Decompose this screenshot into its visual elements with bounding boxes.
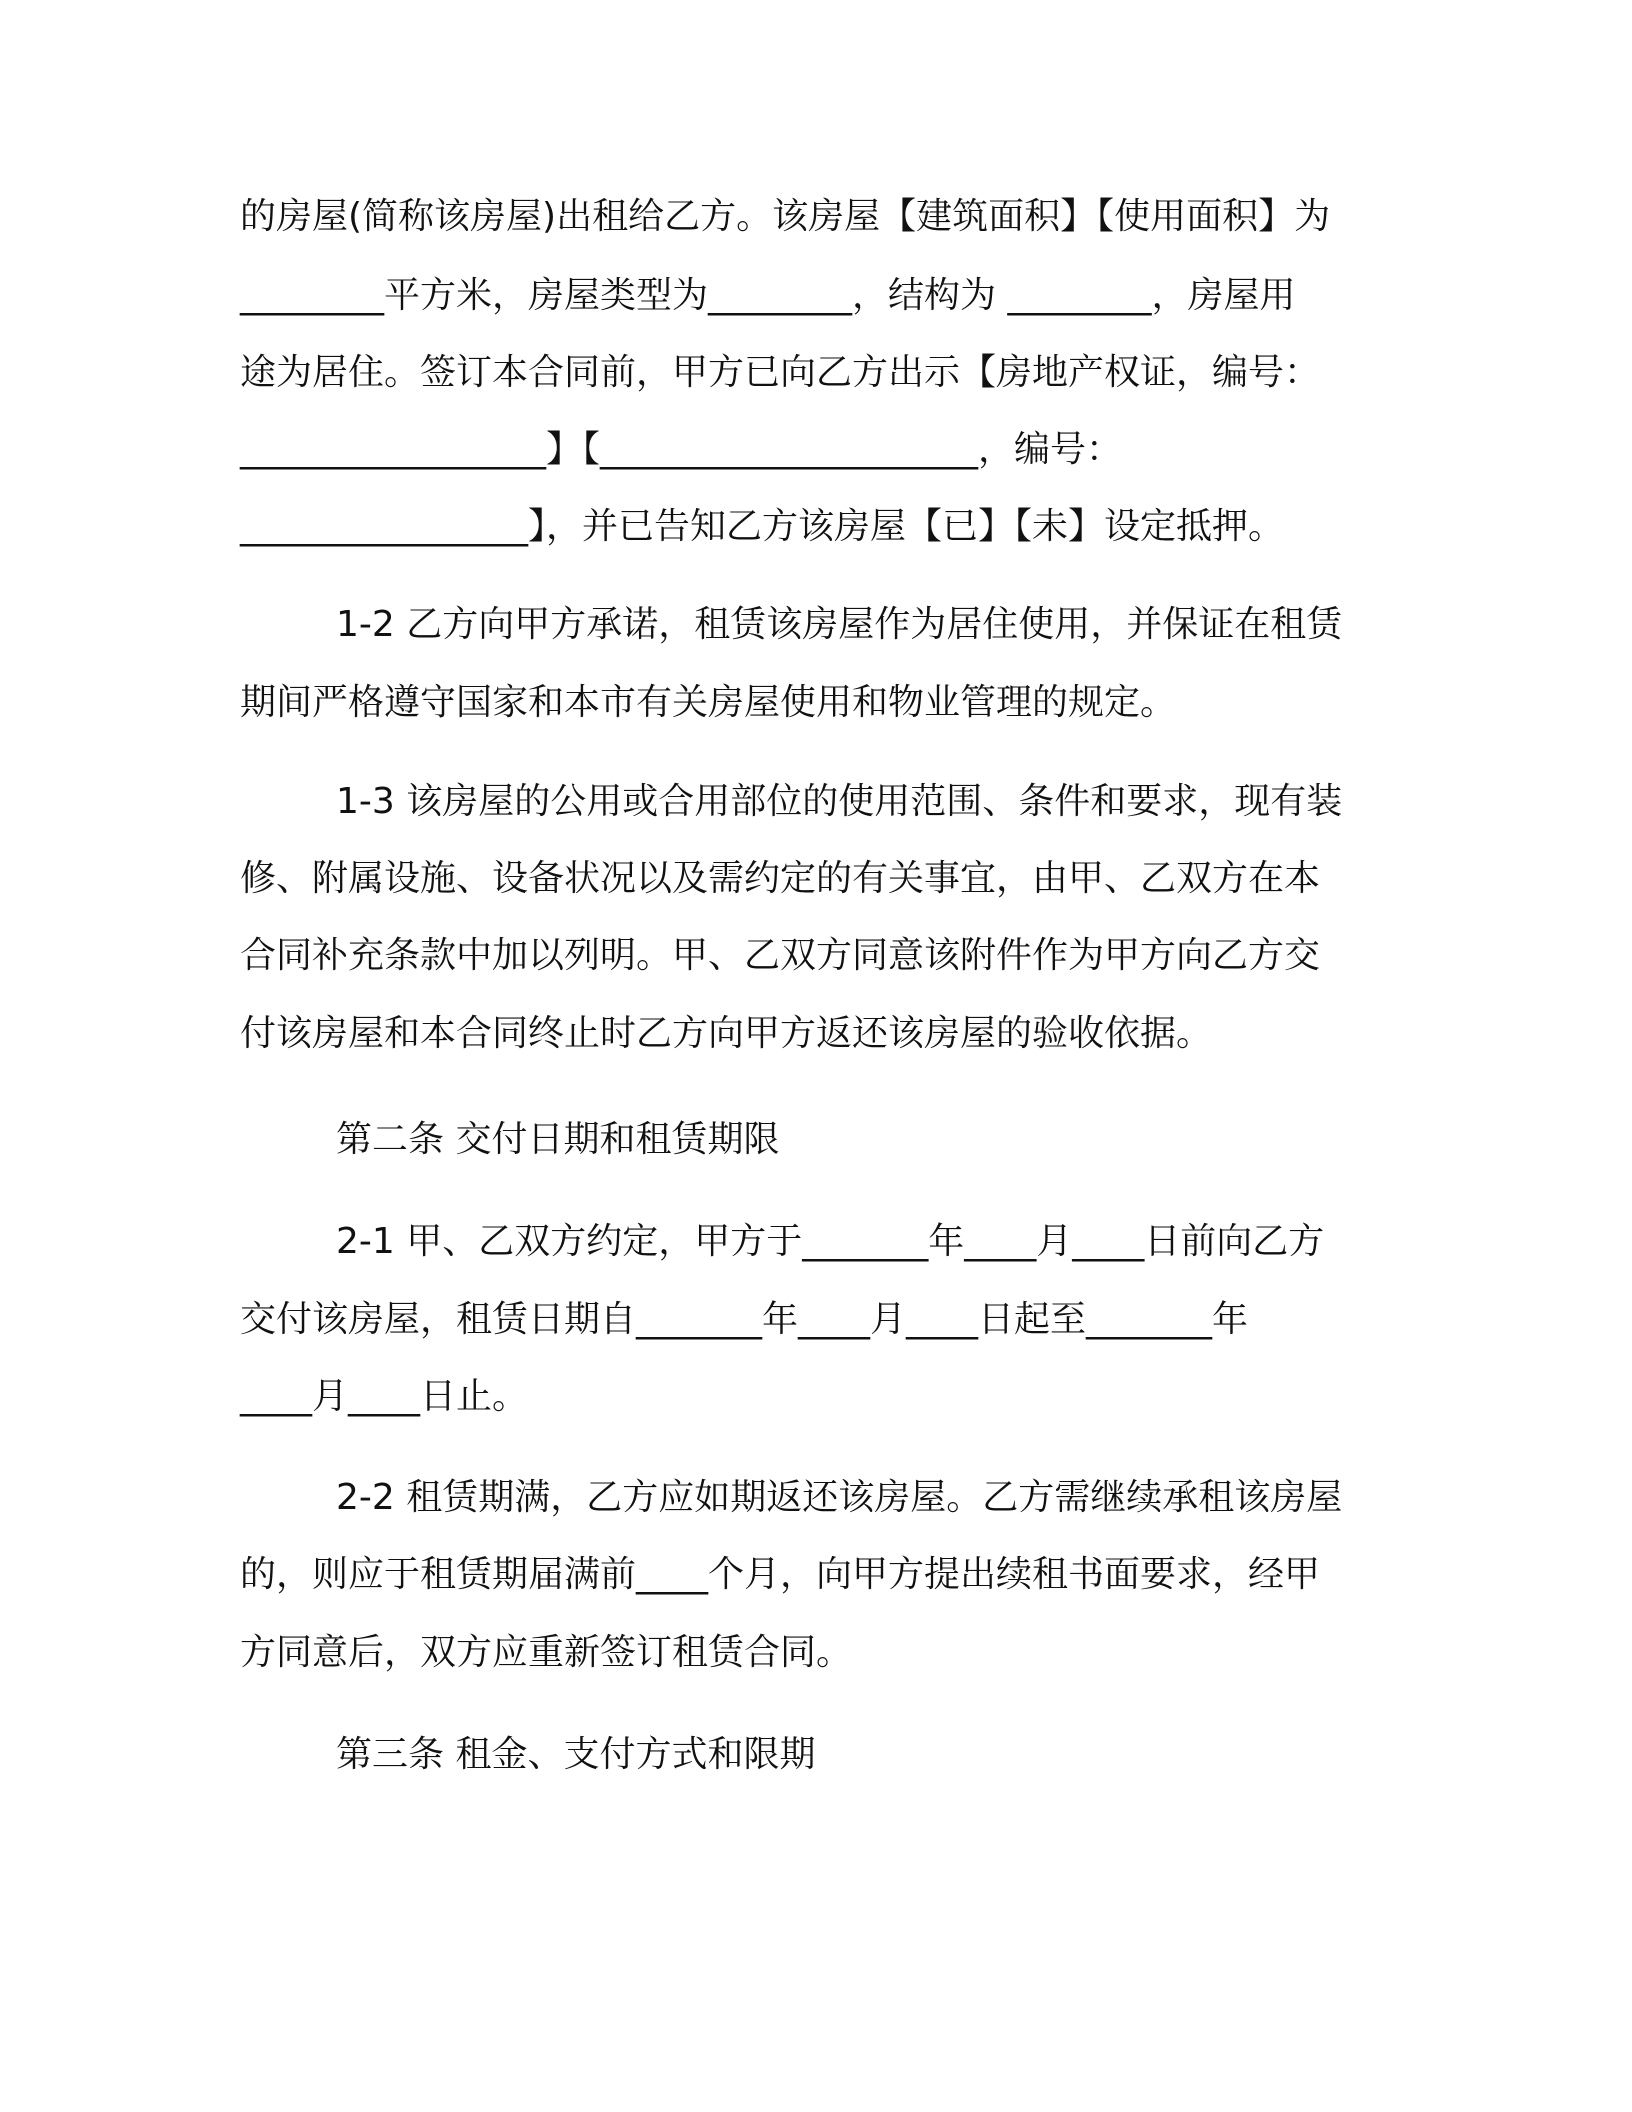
clause-2-1-line-2: 交付该房屋，租赁日期自_______年____月____日起至_______年 xyxy=(240,1299,1249,1340)
paragraph-1-line-3: 途为居住。签订本合同前，甲方已向乙方出示【房地产权证，编号： xyxy=(240,352,1321,393)
clause-1-2-line-1: 1-2 乙方向甲方承诺，租赁该房屋作为居住使用，并保证在租赁 xyxy=(336,604,1343,645)
clause-2-2-line-1: 2-2 租赁期满，乙方应如期返还该房屋。乙方需继续承租该房屋 xyxy=(336,1477,1343,1518)
clause-1-3-line-2: 修、附属设施、设备状况以及需约定的有关事宜，由甲、乙双方在本 xyxy=(240,858,1321,899)
article-3-heading: 第三条 租金、支付方式和限期 xyxy=(336,1734,816,1775)
clause-1-3-line-3: 合同补充条款中加以列明。甲、乙双方同意该附件作为甲方向乙方交 xyxy=(240,935,1321,976)
clause-1-3-line-4: 付该房屋和本合同终止时乙方向甲方返还该房屋的验收依据。 xyxy=(240,1013,1213,1054)
paragraph-1-line-4: _________________】【_____________________，编号： xyxy=(240,429,1123,470)
article-2-heading: 第二条 交付日期和租赁期限 xyxy=(336,1119,780,1160)
paragraph-1-line-1: 的房屋(简称该房屋)出租给乙方。该房屋【建筑面积】【使用面积】为 xyxy=(240,196,1331,237)
clause-2-1-line-1: 2-1 甲、乙双方约定，甲方于_______年____月____日前向乙方 xyxy=(336,1221,1325,1262)
clause-2-1-line-3: ____月____日止。 xyxy=(240,1376,529,1417)
paragraph-1-line-5: ________________】，并已告知乙方该房屋【已】【未】设定抵押。 xyxy=(240,506,1285,547)
clause-1-3-line-1: 1-3 该房屋的公用或合用部位的使用范围、条件和要求，现有装 xyxy=(336,781,1343,822)
paragraph-1-line-2: ________平方米，房屋类型为________，结构为 ________，房屋用 xyxy=(240,275,1296,316)
clause-2-2-line-2: 的，则应于租赁期届满前____个月，向甲方提出续租书面要求，经甲 xyxy=(240,1554,1321,1595)
clause-2-2-line-3: 方同意后，双方应重新签订租赁合同。 xyxy=(240,1632,853,1673)
clause-1-2-line-2: 期间严格遵守国家和本市有关房屋使用和物业管理的规定。 xyxy=(240,682,1177,723)
